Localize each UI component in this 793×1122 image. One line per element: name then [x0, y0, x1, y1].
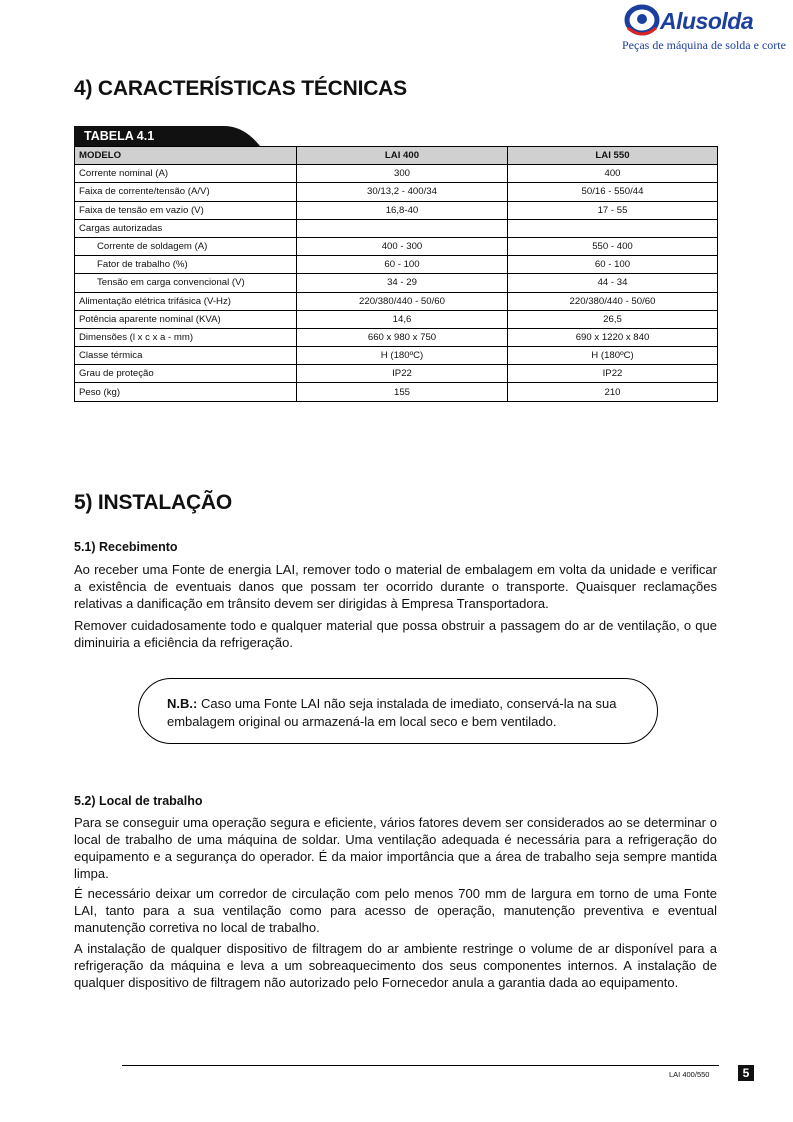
table-cell: Faixa de tensão em vazio (V) [75, 201, 297, 219]
note-text [167, 695, 637, 731]
table-row [75, 165, 718, 183]
table-cell: Faixa de corrente/tensão (A/V) [75, 183, 297, 201]
subsection-5-1-title: 5.1) Recebimento [74, 540, 178, 554]
table-cell: 60 - 100 [297, 256, 508, 274]
table-cell [297, 219, 508, 237]
note-box [138, 678, 658, 744]
footer-doc-title: LAI 400/550 [669, 1070, 710, 1079]
table-cell: 300 [297, 165, 508, 183]
table-header-cell: LAI 550 [508, 147, 718, 165]
table-cell: H (180ºC) [508, 347, 718, 365]
table-cell: 60 - 100 [508, 256, 718, 274]
table-cell: Potência aparente nominal (KVA) [75, 310, 297, 328]
table-cell: Dimensões (l x c x a - mm) [75, 328, 297, 346]
table-cell: H (180ºC) [297, 347, 508, 365]
table-cell: 550 - 400 [508, 237, 718, 255]
table-header-cell: LAI 400 [297, 147, 508, 165]
table-cell [508, 219, 718, 237]
table-header-cell: MODELO [75, 147, 297, 165]
logo-mark-icon [622, 4, 662, 38]
paragraph: É necessário deixar um corredor de circulação com pelo menos 700 mm de largura em torno de uma Fonte LAI, tanto para a sua ventilação como para acesso de operação, manutenção preventiva e eventual manutenção corretiva no local de trabalho. [74, 886, 717, 935]
table-row [75, 328, 718, 346]
paragraph: A instalação de qualquer dispositivo de filtragem do ar ambiente restringe o volume de ar disponível para a refrigeração da máquina e leva a um sobreaquecimento dos seus componentes internos. A instalação de qualquer dispositivo de filtragem não autorizado pelo Fornecedor anula a garantia dada ao equipamento. [74, 941, 717, 990]
table-cell: Classe térmica [75, 347, 297, 365]
table-row [75, 201, 718, 219]
table-cell: 34 - 29 [297, 274, 508, 292]
table-cell: 16,8-40 [297, 201, 508, 219]
table-cell: 220/380/440 - 50/60 [297, 292, 508, 310]
table-cell: Cargas autorizadas [75, 219, 297, 237]
paragraph: Remover cuidadosamente todo e qualquer material que possa obstruir a passagem do ar de ventilação, o que diminuiria a eficiência da refrigeração. [74, 618, 717, 650]
subsection-5-2-title: 5.2) Local de trabalho [74, 794, 203, 808]
logo-text: Alusolda [660, 8, 754, 34]
table-cell: Alimentação elétrica trifásica (V-Hz) [75, 292, 297, 310]
table-cell: Peso (kg) [75, 383, 297, 401]
table-cell: 220/380/440 - 50/60 [508, 292, 718, 310]
table-cell: Corrente de soldagem (A) [75, 237, 297, 255]
table-cell: 210 [508, 383, 718, 401]
section-5-title: 5) INSTALAÇÃO [74, 491, 233, 514]
table-cell: Grau de proteção [75, 365, 297, 383]
table-cell: 44 - 34 [508, 274, 718, 292]
table-cell: 50/16 - 550/44 [508, 183, 718, 201]
table-header-row [75, 147, 718, 165]
table-cell: IP22 [508, 365, 718, 383]
note-body: Caso uma Fonte LAI não seja instalada de imediato, conservá-la na sua embalagem original ou armazená-la em local seco e bem ventilado. [167, 696, 617, 729]
table-row [75, 237, 718, 255]
table-cell: 690 x 1220 x 840 [508, 328, 718, 346]
table-cell: 14,6 [297, 310, 508, 328]
page-number: 5 [738, 1065, 754, 1081]
table-row [75, 219, 718, 237]
logo-tagline: Peças de máquina de solda e corte [622, 38, 786, 52]
table-cell: 400 - 300 [297, 237, 508, 255]
table-cell: 26,5 [508, 310, 718, 328]
note-label: N.B.: [167, 696, 198, 711]
table-cell: Corrente nominal (A) [75, 165, 297, 183]
footer-divider [122, 1065, 719, 1066]
table-row [75, 347, 718, 365]
table-cell: Fator de trabalho (%) [75, 256, 297, 274]
spec-table [74, 146, 718, 402]
table-label-tab [74, 126, 264, 148]
table-row [75, 256, 718, 274]
table-row [75, 310, 718, 328]
table-cell: 660 x 980 x 750 [297, 328, 508, 346]
table-row [75, 365, 718, 383]
table-row [75, 274, 718, 292]
brand-logo [620, 2, 790, 60]
section-4-title: 4) CARACTERÍSTICAS TÉCNICAS [74, 77, 407, 100]
table-row [75, 183, 718, 201]
table-cell: 400 [508, 165, 718, 183]
table-cell: 30/13,2 - 400/34 [297, 183, 508, 201]
table-cell: IP22 [297, 365, 508, 383]
table-row [75, 292, 718, 310]
paragraph: Ao receber uma Fonte de energia LAI, remover todo o material de embalagem em volta da unidade e verificar a existência de eventuais danos que possam ter ocorrido durante o transporte. Quaisquer reclamações relativas a danificação em trânsito devem ser dirigidas à Empresa Transportadora. [74, 562, 717, 611]
table-cell: Tensão em carga convencional (V) [75, 274, 297, 292]
paragraph: Para se conseguir uma operação segura e eficiente, vários fatores devem ser considerados ao se determinar o local de trabalho de uma máquina de soldar. Uma ventilação adequada é necessária para a refrigeração do equipamento e a segurança do operador. É da maior importância que a área de trabalho seja sempre mantida limpa. [74, 815, 717, 881]
table-cell: 17 - 55 [508, 201, 718, 219]
table-cell: 155 [297, 383, 508, 401]
table-row [75, 383, 718, 401]
table-label: TABELA 4.1 [84, 129, 155, 143]
